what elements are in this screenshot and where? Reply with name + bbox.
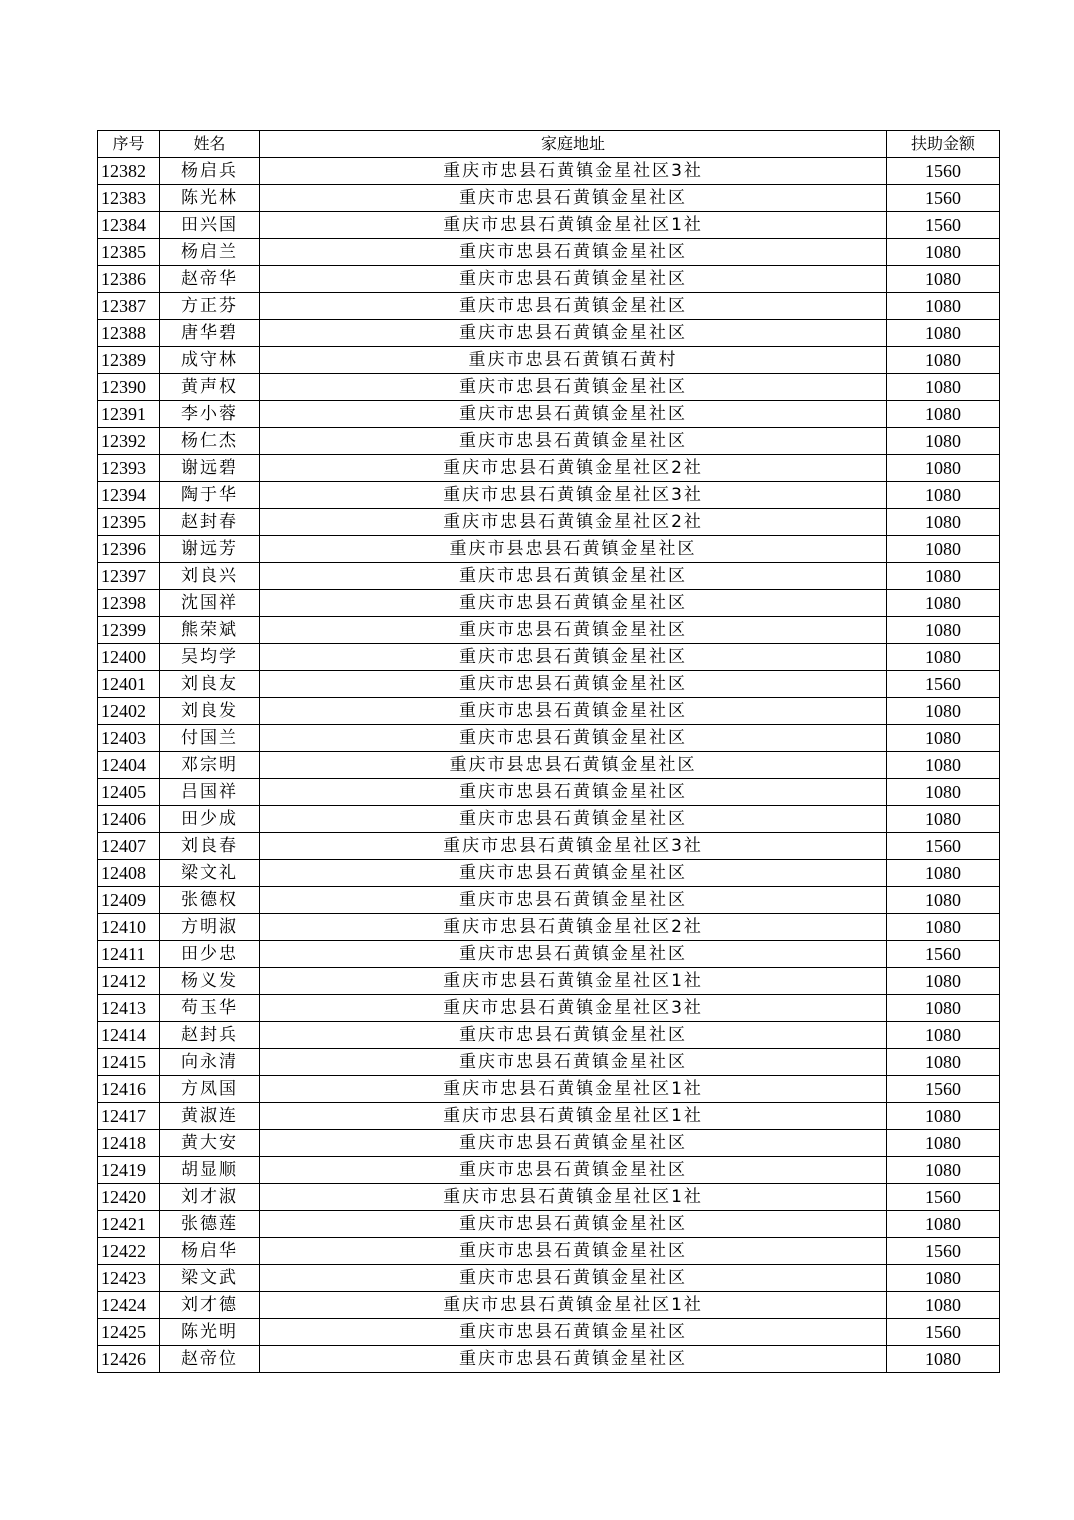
- cell-amount: 1080: [887, 1346, 1000, 1373]
- cell-id: 12383: [98, 185, 160, 212]
- cell-address: 重庆市忠县石黄镇金星社区: [260, 374, 887, 401]
- cell-id: 12417: [98, 1103, 160, 1130]
- cell-id: 12413: [98, 995, 160, 1022]
- cell-amount: 1080: [887, 1022, 1000, 1049]
- table-row: [98, 590, 1000, 617]
- cell-amount: 1080: [887, 536, 1000, 563]
- cell-amount: 1080: [887, 563, 1000, 590]
- cell-address: 重庆市忠县石黄镇金星社区: [260, 320, 887, 347]
- cell-amount: 1080: [887, 1211, 1000, 1238]
- cell-id: 12412: [98, 968, 160, 995]
- table-row: [98, 428, 1000, 455]
- cell-id: 12396: [98, 536, 160, 563]
- table-row: [98, 617, 1000, 644]
- table-row: [98, 1346, 1000, 1373]
- table-row: [98, 1265, 1000, 1292]
- cell-address: 重庆市忠县石黄镇金星社区3社: [260, 158, 887, 185]
- cell-amount: 1080: [887, 1157, 1000, 1184]
- table-row: [98, 536, 1000, 563]
- cell-address: 重庆市忠县石黄镇金星社区: [260, 1211, 887, 1238]
- cell-amount: 1080: [887, 968, 1000, 995]
- header-address: 家庭地址: [260, 131, 887, 158]
- table-row: [98, 1130, 1000, 1157]
- cell-id: 12425: [98, 1319, 160, 1346]
- table-row: [98, 671, 1000, 698]
- cell-amount: 1080: [887, 914, 1000, 941]
- cell-amount: 1080: [887, 455, 1000, 482]
- cell-address: 重庆市忠县石黄镇金星社区2社: [260, 509, 887, 536]
- cell-amount: 1080: [887, 806, 1000, 833]
- table-row: [98, 725, 1000, 752]
- cell-name: 胡显顺: [160, 1157, 260, 1184]
- cell-amount: 1560: [887, 1184, 1000, 1211]
- cell-amount: 1560: [887, 158, 1000, 185]
- cell-name: 李小蓉: [160, 401, 260, 428]
- cell-amount: 1080: [887, 1130, 1000, 1157]
- table-row: [98, 1238, 1000, 1265]
- cell-amount: 1080: [887, 887, 1000, 914]
- cell-address: 重庆市忠县石黄镇金星社区: [260, 428, 887, 455]
- cell-address: 重庆市忠县石黄镇金星社区: [260, 1130, 887, 1157]
- cell-address: 重庆市忠县石黄镇金星社区: [260, 239, 887, 266]
- cell-name: 杨义发: [160, 968, 260, 995]
- cell-address: 重庆市忠县石黄镇金星社区1社: [260, 1076, 887, 1103]
- cell-amount: 1080: [887, 428, 1000, 455]
- cell-address: 重庆市忠县石黄镇金星社区1社: [260, 1184, 887, 1211]
- cell-id: 12404: [98, 752, 160, 779]
- cell-id: 12421: [98, 1211, 160, 1238]
- cell-address: 重庆市忠县石黄镇金星社区: [260, 1049, 887, 1076]
- cell-id: 12401: [98, 671, 160, 698]
- cell-address: 重庆市忠县石黄镇金星社区: [260, 1238, 887, 1265]
- cell-address: 重庆市忠县石黄镇金星社区: [260, 698, 887, 725]
- table-row: [98, 239, 1000, 266]
- cell-name: 刘良春: [160, 833, 260, 860]
- cell-name: 方正芬: [160, 293, 260, 320]
- cell-name: 陶于华: [160, 482, 260, 509]
- cell-address: 重庆市忠县石黄镇金星社区: [260, 644, 887, 671]
- cell-id: 12424: [98, 1292, 160, 1319]
- cell-id: 12395: [98, 509, 160, 536]
- cell-amount: 1080: [887, 644, 1000, 671]
- cell-name: 黄声权: [160, 374, 260, 401]
- cell-address: 重庆市忠县石黄镇金星社区2社: [260, 914, 887, 941]
- cell-id: 12411: [98, 941, 160, 968]
- cell-name: 陈光林: [160, 185, 260, 212]
- header-name: 姓名: [160, 131, 260, 158]
- cell-id: 12393: [98, 455, 160, 482]
- cell-id: 12394: [98, 482, 160, 509]
- cell-amount: 1080: [887, 617, 1000, 644]
- table-row: [98, 644, 1000, 671]
- cell-name: 黄淑连: [160, 1103, 260, 1130]
- cell-name: 杨仁杰: [160, 428, 260, 455]
- cell-id: 12386: [98, 266, 160, 293]
- cell-amount: 1080: [887, 509, 1000, 536]
- table-row: [98, 806, 1000, 833]
- cell-address: 重庆市忠县石黄镇金星社区: [260, 293, 887, 320]
- cell-name: 方明淑: [160, 914, 260, 941]
- cell-name: 方凤国: [160, 1076, 260, 1103]
- cell-name: 田少忠: [160, 941, 260, 968]
- cell-address: 重庆市忠县石黄镇金星社区: [260, 806, 887, 833]
- cell-name: 沈国祥: [160, 590, 260, 617]
- cell-amount: 1080: [887, 995, 1000, 1022]
- table-row: [98, 968, 1000, 995]
- cell-address: 重庆市忠县石黄镇金星社区: [260, 779, 887, 806]
- cell-amount: 1080: [887, 374, 1000, 401]
- cell-id: 12410: [98, 914, 160, 941]
- cell-amount: 1560: [887, 1076, 1000, 1103]
- cell-address: 重庆市县忠县石黄镇金星社区: [260, 536, 887, 563]
- cell-address: 重庆市忠县石黄镇金星社区: [260, 671, 887, 698]
- cell-name: 吕国祥: [160, 779, 260, 806]
- cell-address: 重庆市忠县石黄镇金星社区: [260, 1319, 887, 1346]
- cell-name: 田少成: [160, 806, 260, 833]
- table-row: [98, 212, 1000, 239]
- header-amount: 扶助金额: [887, 131, 1000, 158]
- cell-address: 重庆市忠县石黄镇金星社区2社: [260, 455, 887, 482]
- table-header: [98, 131, 1000, 158]
- cell-name: 刘才德: [160, 1292, 260, 1319]
- cell-amount: 1080: [887, 860, 1000, 887]
- cell-id: 12423: [98, 1265, 160, 1292]
- cell-amount: 1080: [887, 293, 1000, 320]
- table-row: [98, 347, 1000, 374]
- cell-amount: 1080: [887, 698, 1000, 725]
- cell-address: 重庆市忠县石黄镇金星社区: [260, 860, 887, 887]
- cell-name: 刘才淑: [160, 1184, 260, 1211]
- cell-amount: 1560: [887, 1238, 1000, 1265]
- table-row: [98, 698, 1000, 725]
- cell-address: 重庆市忠县石黄镇金星社区: [260, 1265, 887, 1292]
- cell-id: 12382: [98, 158, 160, 185]
- cell-id: 12408: [98, 860, 160, 887]
- cell-name: 杨启华: [160, 1238, 260, 1265]
- cell-name: 梁文礼: [160, 860, 260, 887]
- cell-name: 向永清: [160, 1049, 260, 1076]
- cell-address: 重庆市忠县石黄镇金星社区: [260, 1157, 887, 1184]
- cell-amount: 1560: [887, 185, 1000, 212]
- table-row: [98, 1076, 1000, 1103]
- cell-id: 12409: [98, 887, 160, 914]
- table-row: [98, 1103, 1000, 1130]
- cell-id: 12420: [98, 1184, 160, 1211]
- table-row: [98, 752, 1000, 779]
- cell-name: 赵帝华: [160, 266, 260, 293]
- cell-name: 刘良兴: [160, 563, 260, 590]
- subsidy-table: [97, 130, 1000, 1373]
- cell-id: 12388: [98, 320, 160, 347]
- cell-id: 12422: [98, 1238, 160, 1265]
- cell-name: 谢远碧: [160, 455, 260, 482]
- cell-id: 12392: [98, 428, 160, 455]
- cell-id: 12400: [98, 644, 160, 671]
- cell-address: 重庆市忠县石黄镇金星社区: [260, 1346, 887, 1373]
- cell-amount: 1080: [887, 1292, 1000, 1319]
- cell-id: 12389: [98, 347, 160, 374]
- cell-name: 赵帝位: [160, 1346, 260, 1373]
- table-row: [98, 1184, 1000, 1211]
- cell-amount: 1080: [887, 320, 1000, 347]
- cell-address: 重庆市忠县石黄镇金星社区: [260, 1022, 887, 1049]
- cell-id: 12426: [98, 1346, 160, 1373]
- cell-name: 赵封兵: [160, 1022, 260, 1049]
- cell-id: 12403: [98, 725, 160, 752]
- cell-id: 12418: [98, 1130, 160, 1157]
- table-row: [98, 185, 1000, 212]
- cell-id: 12390: [98, 374, 160, 401]
- cell-address: 重庆市忠县石黄镇金星社区1社: [260, 968, 887, 995]
- cell-id: 12414: [98, 1022, 160, 1049]
- cell-address: 重庆市忠县石黄镇金星社区: [260, 401, 887, 428]
- cell-id: 12407: [98, 833, 160, 860]
- cell-name: 邓宗明: [160, 752, 260, 779]
- table-row: [98, 293, 1000, 320]
- cell-amount: 1080: [887, 401, 1000, 428]
- cell-amount: 1080: [887, 482, 1000, 509]
- table-row: [98, 833, 1000, 860]
- cell-id: 12419: [98, 1157, 160, 1184]
- cell-id: 12397: [98, 563, 160, 590]
- cell-amount: 1560: [887, 833, 1000, 860]
- cell-name: 陈光明: [160, 1319, 260, 1346]
- cell-amount: 1080: [887, 347, 1000, 374]
- cell-id: 12398: [98, 590, 160, 617]
- cell-address: 重庆市忠县石黄镇金星社区: [260, 590, 887, 617]
- cell-name: 张德莲: [160, 1211, 260, 1238]
- cell-id: 12385: [98, 239, 160, 266]
- table-row: [98, 482, 1000, 509]
- cell-address: 重庆市忠县石黄镇金星社区1社: [260, 1103, 887, 1130]
- cell-name: 吴均学: [160, 644, 260, 671]
- table-row: [98, 1022, 1000, 1049]
- cell-name: 苟玉华: [160, 995, 260, 1022]
- cell-address: 重庆市忠县石黄镇金星社区3社: [260, 482, 887, 509]
- table-row: [98, 1157, 1000, 1184]
- table-row: [98, 887, 1000, 914]
- cell-name: 梁文武: [160, 1265, 260, 1292]
- cell-id: 12416: [98, 1076, 160, 1103]
- cell-id: 12402: [98, 698, 160, 725]
- cell-name: 杨启兰: [160, 239, 260, 266]
- cell-name: 刘良发: [160, 698, 260, 725]
- cell-name: 成守林: [160, 347, 260, 374]
- header-id: 序号: [98, 131, 160, 158]
- cell-amount: 1560: [887, 671, 1000, 698]
- table-row: [98, 563, 1000, 590]
- cell-name: 田兴国: [160, 212, 260, 239]
- cell-amount: 1560: [887, 941, 1000, 968]
- cell-address: 重庆市县忠县石黄镇金星社区: [260, 752, 887, 779]
- table-row: [98, 1292, 1000, 1319]
- cell-address: 重庆市忠县石黄镇石黄村: [260, 347, 887, 374]
- cell-amount: 1080: [887, 1049, 1000, 1076]
- cell-id: 12391: [98, 401, 160, 428]
- cell-address: 重庆市忠县石黄镇金星社区: [260, 887, 887, 914]
- cell-id: 12405: [98, 779, 160, 806]
- table-row: [98, 1319, 1000, 1346]
- cell-id: 12415: [98, 1049, 160, 1076]
- cell-name: 杨启兵: [160, 158, 260, 185]
- table-row: [98, 995, 1000, 1022]
- cell-id: 12406: [98, 806, 160, 833]
- cell-amount: 1080: [887, 590, 1000, 617]
- cell-address: 重庆市忠县石黄镇金星社区: [260, 725, 887, 752]
- cell-address: 重庆市忠县石黄镇金星社区1社: [260, 212, 887, 239]
- cell-amount: 1080: [887, 1265, 1000, 1292]
- cell-amount: 1080: [887, 266, 1000, 293]
- cell-address: 重庆市忠县石黄镇金星社区1社: [260, 1292, 887, 1319]
- cell-name: 唐华碧: [160, 320, 260, 347]
- cell-name: 熊荣斌: [160, 617, 260, 644]
- cell-address: 重庆市忠县石黄镇金星社区3社: [260, 833, 887, 860]
- table-row: [98, 266, 1000, 293]
- table-row: [98, 860, 1000, 887]
- cell-address: 重庆市忠县石黄镇金星社区: [260, 185, 887, 212]
- table-row: [98, 158, 1000, 185]
- cell-address: 重庆市忠县石黄镇金星社区: [260, 563, 887, 590]
- cell-amount: 1080: [887, 779, 1000, 806]
- cell-amount: 1080: [887, 752, 1000, 779]
- cell-name: 张德权: [160, 887, 260, 914]
- table-body: [98, 158, 1000, 1373]
- table-row: [98, 1211, 1000, 1238]
- table-row: [98, 509, 1000, 536]
- table-row: [98, 914, 1000, 941]
- table-row: [98, 1049, 1000, 1076]
- table-row: [98, 320, 1000, 347]
- cell-name: 谢远芳: [160, 536, 260, 563]
- cell-amount: 1080: [887, 725, 1000, 752]
- cell-address: 重庆市忠县石黄镇金星社区: [260, 266, 887, 293]
- cell-address: 重庆市忠县石黄镇金星社区3社: [260, 995, 887, 1022]
- cell-name: 付国兰: [160, 725, 260, 752]
- cell-amount: 1560: [887, 1319, 1000, 1346]
- header-row: [98, 131, 1000, 158]
- cell-amount: 1080: [887, 1103, 1000, 1130]
- cell-name: 刘良友: [160, 671, 260, 698]
- cell-name: 黄大安: [160, 1130, 260, 1157]
- table-row: [98, 401, 1000, 428]
- cell-address: 重庆市忠县石黄镇金星社区: [260, 941, 887, 968]
- cell-id: 12384: [98, 212, 160, 239]
- cell-name: 赵封春: [160, 509, 260, 536]
- cell-address: 重庆市忠县石黄镇金星社区: [260, 617, 887, 644]
- cell-id: 12387: [98, 293, 160, 320]
- table-row: [98, 455, 1000, 482]
- table-row: [98, 941, 1000, 968]
- table-row: [98, 374, 1000, 401]
- cell-id: 12399: [98, 617, 160, 644]
- cell-amount: 1080: [887, 239, 1000, 266]
- table-row: [98, 779, 1000, 806]
- cell-amount: 1560: [887, 212, 1000, 239]
